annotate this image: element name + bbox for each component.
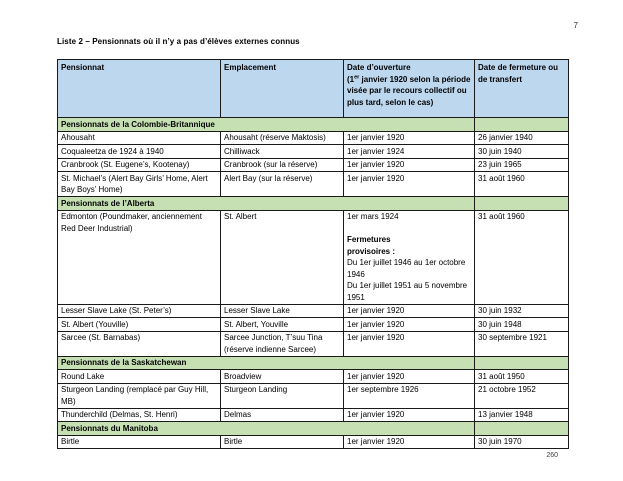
table-row — [58, 131, 569, 145]
cell-ouverture: 1er janvier 1920 — [344, 158, 475, 172]
section-empty-cell — [475, 118, 569, 132]
cell-fermeture: 31 août 1960 — [475, 172, 569, 197]
ordinal-superscript: er — [354, 73, 360, 80]
cell-ouverture: 1er janvier 1920 — [344, 435, 475, 449]
cell-ouverture: 1er janvier 1920 — [344, 370, 475, 384]
cell-pensionnat: Coqualeetza de 1924 à 1940 — [58, 145, 221, 159]
cell-emplacement: Chilliwack — [221, 145, 344, 159]
cell-ouverture: 1er janvier 1920 — [344, 331, 475, 356]
cell-fermeture: 30 septembre 1921 — [475, 331, 569, 356]
cell-fermeture: 30 juin 1970 — [475, 435, 569, 449]
cell-ouverture — [344, 210, 475, 304]
cell-pensionnat: Ahousaht — [58, 131, 221, 145]
cell-pensionnat: St. Michael’s (Alert Bay Girls’ Home, Alert Bay Boys’ Home) — [58, 172, 221, 197]
cell-fermeture: 13 janvier 1948 — [475, 408, 569, 422]
header-date-ouverture-rest: janvier 1920 selon la période visée par le recours collectif ou plus tard, selon le cas) — [347, 74, 471, 107]
cell-pensionnat: Sarcee (St. Barnabas) — [58, 331, 221, 356]
cell-emplacement: St. Albert, Youville — [221, 318, 344, 332]
table-header-row — [58, 60, 569, 118]
section-row-alberta — [58, 197, 569, 211]
header-date-fermeture: Date de fermeture ou de transfert — [475, 60, 569, 118]
document-title: Liste 2 – Pensionnats où il n’y a pas d’élèves externes connus — [57, 37, 300, 46]
page-number-bottom: 260 — [546, 452, 558, 459]
cell-ouverture: 1er janvier 1920 — [344, 304, 475, 318]
cell-emplacement: Sarcee Junction, T’suu Tina (réserve indienne Sarcee) — [221, 331, 344, 356]
cell-pensionnat: Birtle — [58, 435, 221, 449]
section-label: Pensionnats du Manitoba — [58, 422, 475, 436]
cell-fermeture: 30 juin 1948 — [475, 318, 569, 332]
fermetures-provisoires-title: Fermetures provisoires : — [347, 235, 396, 256]
table-row — [58, 383, 569, 408]
cell-pensionnat: Cranbrook (St. Eugene’s, Kootenay) — [58, 158, 221, 172]
cell-emplacement: Delmas — [221, 408, 344, 422]
table-row — [58, 210, 569, 304]
section-label: Pensionnats de la Saskatchewan — [58, 356, 475, 370]
cell-pensionnat: Edmonton (Poundmaker, anciennement Red Deer Industrial) — [58, 210, 221, 304]
section-row-manitoba — [58, 422, 569, 436]
fermeture-provisoire-line: Du 1er juillet 1951 au 5 novembre 1951 — [347, 281, 468, 302]
table-row — [58, 331, 569, 356]
cell-fermeture: 23 juin 1965 — [475, 158, 569, 172]
cell-pensionnat: St. Albert (Youville) — [58, 318, 221, 332]
section-label: Pensionnats de la Colombie-Britannique — [58, 118, 475, 132]
cell-emplacement: Cranbrook (sur la réserve) — [221, 158, 344, 172]
cell-ouverture: 1er janvier 1920 — [344, 318, 475, 332]
section-row-saskatchewan — [58, 356, 569, 370]
cell-emplacement: Ahousaht (réserve Maktosis) — [221, 131, 344, 145]
cell-fermeture: 31 août 1960 — [475, 210, 569, 304]
blank-line — [347, 223, 471, 235]
cell-pensionnat: Sturgeon Landing (remplacé par Guy Hill, MB) — [58, 383, 221, 408]
cell-emplacement: Lesser Slave Lake — [221, 304, 344, 318]
fermeture-provisoire-line: Du 1er juillet 1946 au 1er octobre 1946 — [347, 258, 466, 279]
section-label: Pensionnats de l’Alberta — [58, 197, 475, 211]
cell-ouverture: 1er janvier 1920 — [344, 408, 475, 422]
cell-pensionnat: Lesser Slave Lake (St. Peter’s) — [58, 304, 221, 318]
cell-emplacement: Broadview — [221, 370, 344, 384]
cell-pensionnat: Round Lake — [58, 370, 221, 384]
cell-ouverture: 1er septembre 1926 — [344, 383, 475, 408]
cell-fermeture: 30 juin 1932 — [475, 304, 569, 318]
table-row — [58, 158, 569, 172]
header-emplacement: Emplacement — [221, 60, 344, 118]
cell-emplacement: Birtle — [221, 435, 344, 449]
page-number-top: 7 — [573, 21, 578, 30]
cell-fermeture: 30 juin 1940 — [475, 145, 569, 159]
section-row-colombie-britannique — [58, 118, 569, 132]
cell-emplacement: Sturgeon Landing — [221, 383, 344, 408]
table-row — [58, 145, 569, 159]
table-row — [58, 370, 569, 384]
cell-fermeture: 26 janvier 1940 — [475, 131, 569, 145]
header-date-ouverture-line1: Date d’ouverture — [347, 63, 411, 72]
header-date-ouverture-paren: (1 — [347, 74, 355, 84]
header-date-ouverture — [344, 60, 475, 118]
section-empty-cell — [475, 356, 569, 370]
table-row — [58, 318, 569, 332]
table-row — [58, 172, 569, 197]
cell-ouverture: 1er janvier 1920 — [344, 172, 475, 197]
schools-table — [57, 59, 569, 449]
cell-pensionnat: Thunderchild (Delmas, St. Henri) — [58, 408, 221, 422]
header-pensionnat: Pensionnat — [58, 60, 221, 118]
table-row — [58, 408, 569, 422]
cell-ouverture: 1er janvier 1920 — [344, 131, 475, 145]
cell-fermeture: 21 octobre 1952 — [475, 383, 569, 408]
ouverture-date: 1er mars 1924 — [347, 212, 399, 221]
section-empty-cell — [475, 422, 569, 436]
section-empty-cell — [475, 197, 569, 211]
table-row — [58, 435, 569, 449]
cell-ouverture: 1er janvier 1924 — [344, 145, 475, 159]
table-row — [58, 304, 569, 318]
cell-fermeture: 31 août 1950 — [475, 370, 569, 384]
cell-emplacement: Alert Bay (sur la réserve) — [221, 172, 344, 197]
cell-emplacement: St. Albert — [221, 210, 344, 304]
